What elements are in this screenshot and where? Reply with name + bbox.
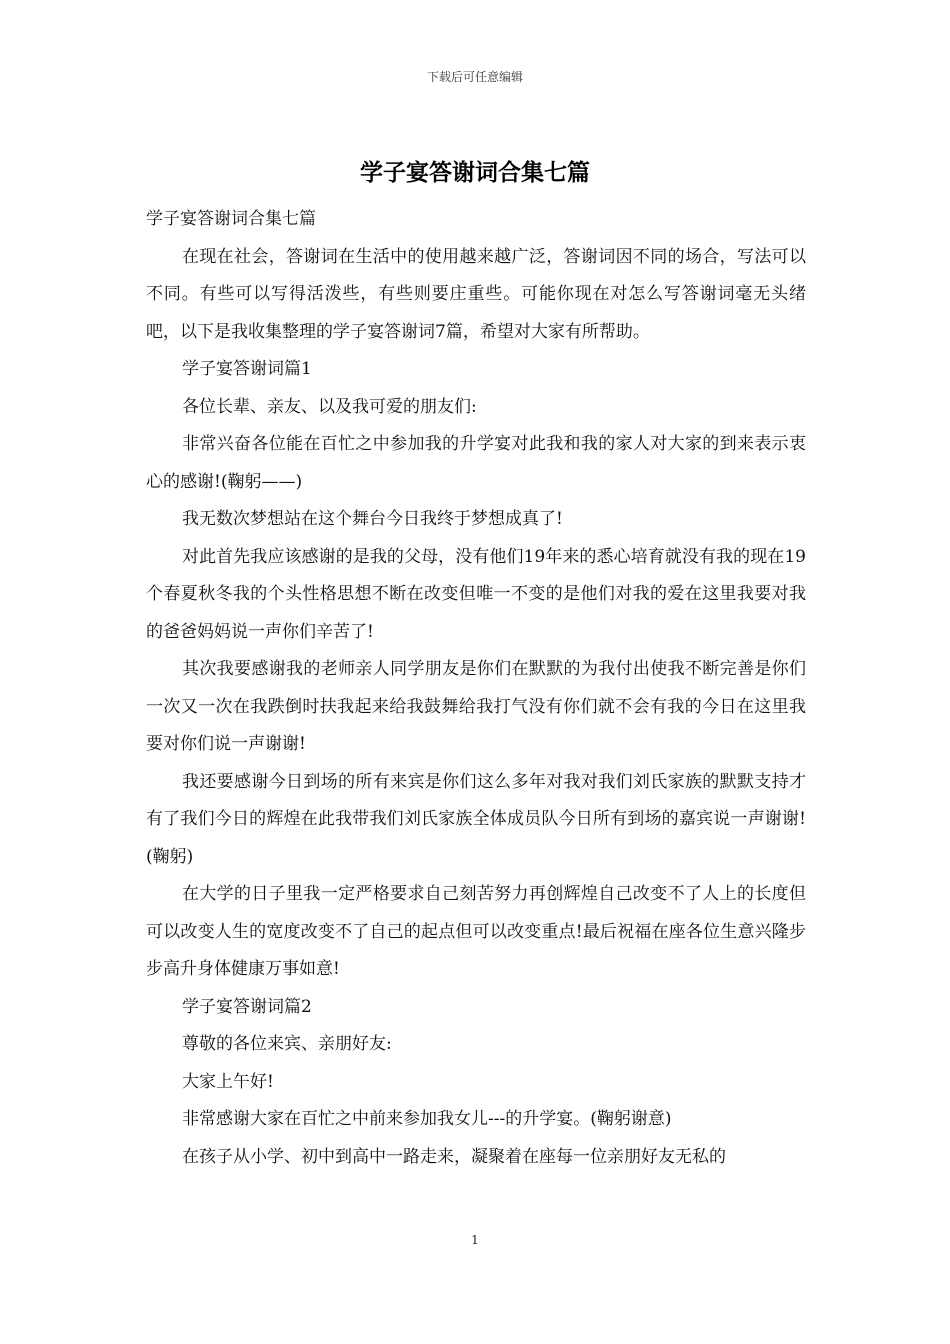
paragraph-intro: 在现在社会，答谢词在生活中的使用越来越广泛，答谢词因不同的场合，写法可以不同。有些可以写得活泼些，有些则要庄重些。可能你现在对怎么写答谢词毫无头绪吧，以下是我收集整理的学子宴答谢词7篇，希望对大家有所帮助。 xyxy=(146,246,806,342)
paragraph: 各位长辈、亲友、以及我可爱的朋友们: xyxy=(182,396,477,417)
paragraph: 我还要感谢今日到场的所有来宾是你们这么多年对我对我们刘氏家族的默默支持才有了我们今日的辉煌在此我带我们刘氏家族全体成员队今日所有到场的嘉宾说一声谢谢!(鞠躬) xyxy=(146,771,806,867)
paragraph: 尊敬的各位来宾、亲朋好友: xyxy=(182,1034,392,1054)
paragraph: 非常兴奋各位能在百忙之中参加我的升学宴对此我和我的家人对大家的到来表示衷心的感谢!(鞠躬——) xyxy=(146,434,806,492)
section-heading: 学子宴答谢词篇2 xyxy=(182,996,312,1017)
page-number: 1 xyxy=(471,1233,479,1247)
paragraph: 对此首先我应该感谢的是我的父母，没有他们19年来的悉心培育就没有我的现在19个春夏秋冬我的个头性格思想不断在改变但唯一不变的是他们对我的爱在这里我要对我的爸爸妈妈说一声你们辛苦了! xyxy=(146,546,806,642)
section-heading: 学子宴答谢词篇1 xyxy=(182,359,312,379)
paragraph: 非常感谢大家在百忙之中前来参加我女儿---的升学宴。(鞠躬谢意) xyxy=(182,1109,672,1129)
paragraph: 我无数次梦想站在这个舞台今日我终于梦想成真了! xyxy=(182,509,563,529)
document-title: 学子宴答谢词合集七篇 xyxy=(360,159,590,186)
page-header: 下载后可任意编辑 xyxy=(426,70,523,84)
paragraph-subtitle: 学子宴答谢词合集七篇 xyxy=(146,209,316,229)
paragraph: 在大学的日子里我一定严格要求自己刻苦努力再创辉煌自己改变不了人上的长度但可以改变人生的宽度改变不了自己的起点但可以改变重点!最后祝福在座各位生意兴隆步步高升身体健康万事如意! xyxy=(146,884,806,979)
document-body xyxy=(146,201,806,1176)
paragraph: 其次我要感谢我的老师亲人同学朋友是你们在默默的为我付出使我不断完善是你们一次又一次在我跌倒时扶我起来给我鼓舞给我打气没有你们就不会有我的今日在这里我要对你们说一声谢谢! xyxy=(146,659,806,754)
paragraph: 大家上午好! xyxy=(182,1071,274,1092)
paragraph: 在孩子从小学、初中到高中一路走来，凝聚着在座每一位亲朋好友无私的 xyxy=(182,1146,726,1167)
